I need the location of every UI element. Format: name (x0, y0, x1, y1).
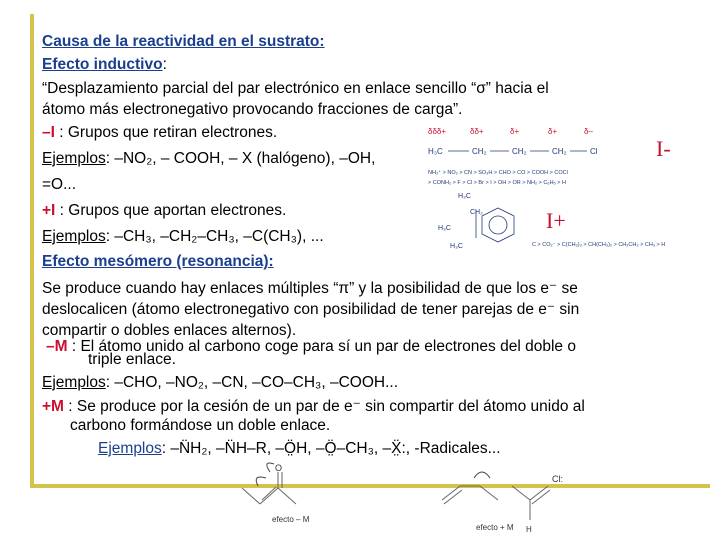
minus-m-line-2: triple enlace. (88, 351, 176, 368)
group-label: H₃C (438, 225, 451, 232)
minus-i-label: –I (42, 124, 55, 141)
chlorine-atom: Cl: (552, 474, 563, 484)
mesomeric-desc-3: compartir o dobles enlaces alternos). (42, 322, 297, 339)
plus-m-caption: efecto + M (476, 523, 514, 532)
order-line: > CONH₂ > F > Cl > Br > I > OH > OR > NH₂ > C₆H₅ > H (428, 180, 566, 186)
minus-m-line: –M : El átomo unido al carbono coge para sí un par de electrones del doble o (46, 338, 576, 355)
charge-label: δ+ (548, 127, 558, 136)
left-accent-bar (30, 14, 34, 486)
group-label: H₃C (450, 243, 463, 250)
inductive-example-2: Ejemplos: –CH₃, –CH₂–CH₃, –C(CH₃), ... (42, 228, 324, 245)
plus-i-figure (436, 188, 716, 258)
mesomeric-desc-2: deslocalicen (átomo electronegativo con posibilidad de tener parejas de e⁻ sin (42, 301, 580, 318)
group-label: H₃C (458, 193, 471, 200)
plus-m-label: +M (42, 398, 64, 415)
mesomeric-example-2: Ejemplos: –N̈H₂, –N̈H–R, –Ö̤H, –Ö̤–CH₃, –Ẍ̤:, -Radicales... (98, 440, 501, 457)
inductive-example-1: Ejemplos: –NO₂, – COOH, – X (halógeno), –OH, (42, 150, 376, 167)
mesomeric-heading: Efecto mesómero (resonancia): (42, 253, 274, 270)
slide-title: Causa de la reactividad en el sustrato: (42, 33, 325, 50)
hydrogen-atom: H (526, 525, 532, 534)
mesomeric-desc-1: Se produce cuando hay enlaces múltiples “π” y la posibilidad de que los e⁻ se (42, 280, 578, 297)
inductive-heading-line: Efecto inductivo: (42, 56, 167, 73)
minus-m-label: –M (46, 338, 68, 355)
order-line: C > CO₂⁻ > C(CH₃)₃ > CH(CH₃)₂ > CH₂CH₃ > CH₃ > H (532, 242, 666, 248)
plus-i-label: +I (42, 202, 56, 219)
group-label: CH₂ (470, 209, 483, 216)
charge-label: δδ+ (470, 127, 484, 136)
minus-i-line: –I : Grupos que retiran electrones. (42, 124, 278, 141)
inductive-desc-2: átomo más electronegativo provocando fracciones de carga”. (42, 101, 463, 118)
chain-atom: CH₂ (512, 147, 527, 156)
plus-i-big-label: I+ (546, 208, 566, 233)
plus-i-line: +I : Grupos que aportan electrones. (42, 202, 287, 219)
mesomeric-figure (212, 460, 592, 540)
minus-m-structure (242, 463, 296, 504)
mesomeric-example-1: Ejemplos: –CHO, –NO₂, –CN, –CO–CH₃, –COOH... (42, 374, 399, 391)
minus-i-big-label: I- (656, 136, 671, 161)
inductive-heading: Efecto inductivo (42, 56, 163, 73)
chain-atom: H₃C (428, 147, 443, 156)
oxygen-atom: O (275, 463, 283, 473)
charge-label: δδδ+ (428, 127, 447, 136)
chain-atom: CH₂ (472, 147, 487, 156)
chain-atom: Cl (590, 147, 598, 156)
charge-label: δ+ (510, 127, 520, 136)
inductive-example-1-cont: =O... (42, 176, 77, 193)
plus-m-line-2: carbono formándose un doble enlace. (70, 417, 331, 434)
order-line: NH₃⁺ > NO₂ > CN > SO₃H > CHO > CO > COOH > COCl (428, 170, 568, 176)
plus-m-structure (442, 472, 550, 520)
inductive-desc-1: “Desplazamiento parcial del par electrónico en enlace sencillo “σ” hacia el (42, 80, 549, 97)
plus-m-line: +M : Se produce por la cesión de un par de e⁻ sin compartir del átomo unido al (42, 398, 585, 415)
chain-atom: CH₂ (552, 147, 567, 156)
minus-m-caption: efecto – M (272, 515, 310, 524)
charge-label: δ– (584, 127, 593, 136)
